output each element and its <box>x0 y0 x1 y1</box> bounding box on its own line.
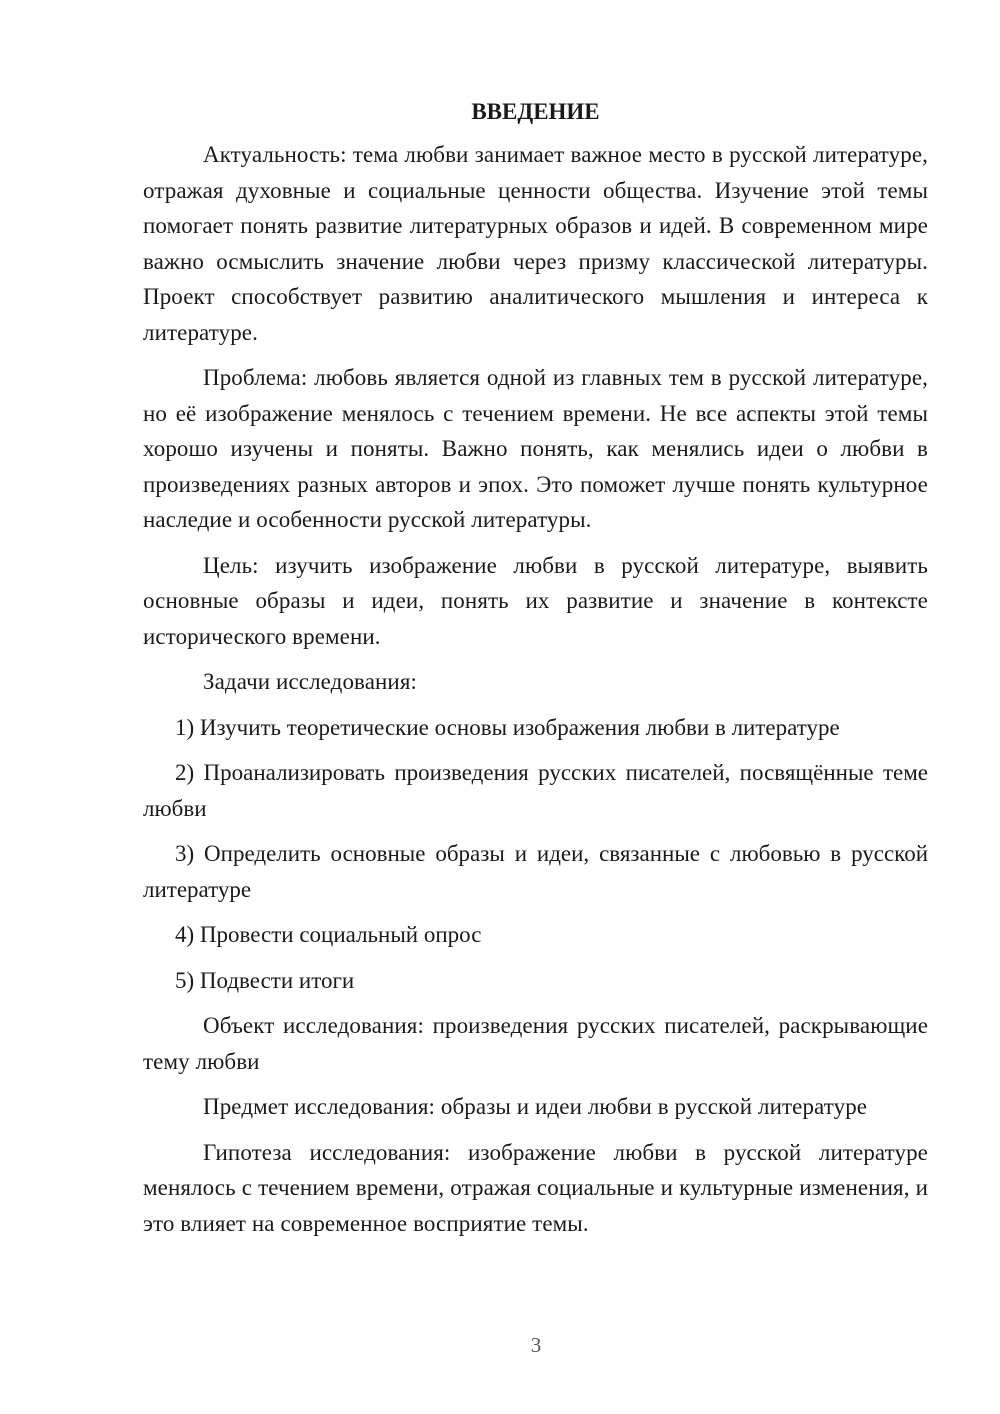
task-item: 5) Подвести итоги <box>175 967 355 993</box>
task-item: 2) Проанализировать произведения русских писателей, посвящённые теме любви <box>143 760 928 821</box>
task-item: 1) Изучить теоретические основы изображения любви в литературе <box>175 714 840 740</box>
task-item: 3) Определить основные образы и идеи, связанные с любовью в русской литературе <box>143 841 928 902</box>
task-item: 4) Провести социальный опрос <box>175 922 482 947</box>
page-number: 3 <box>530 1333 542 1357</box>
page-content <box>143 94 928 1251</box>
paragraph-hypothesis: Гипотеза исследования: изображение любви в русской литературе менялось с течением времени, отражая социальные и культурные изменения, и это влияет на современное восприятие темы. <box>143 1139 928 1236</box>
section-title: ВВЕДЕНИЕ <box>471 99 600 124</box>
paragraph-problem: Проблема: любовь является одной из главных тем в русской литературе, но её изображение менялось с течением времени. Не все аспекты этой темы хорошо изучены и поняты. Важно понять, как менялись идеи о любви в произведениях разных авторов и эпох. Это поможет лучше понять культурное наследие и особенности русской литературы. <box>143 365 928 532</box>
paragraph-object: Объект исследования: произведения русских писателей, раскрывающие тему любви <box>143 1013 928 1074</box>
paragraph-relevance: Актуальность: тема любви занимает важное место в русской литературе, отражая духовные и социальные ценности общества. Изучение этой темы помогает понять развитие литературных образов и идей. В современном мире важно осмыслить значение любви через призму классической литературы. Проект способствует развитию аналитического мышления и интереса к литературе. <box>143 142 928 345</box>
paragraph-subject: Предмет исследования: образы и идеи любви в русской литературе <box>203 1094 868 1119</box>
paragraph-goal: Цель: изучить изображение любви в русской литературе, выявить основные образы и идеи, понять их развитие и значение в контексте исторического времени. <box>143 552 928 649</box>
tasks-heading: Задачи исследования: <box>203 669 418 694</box>
